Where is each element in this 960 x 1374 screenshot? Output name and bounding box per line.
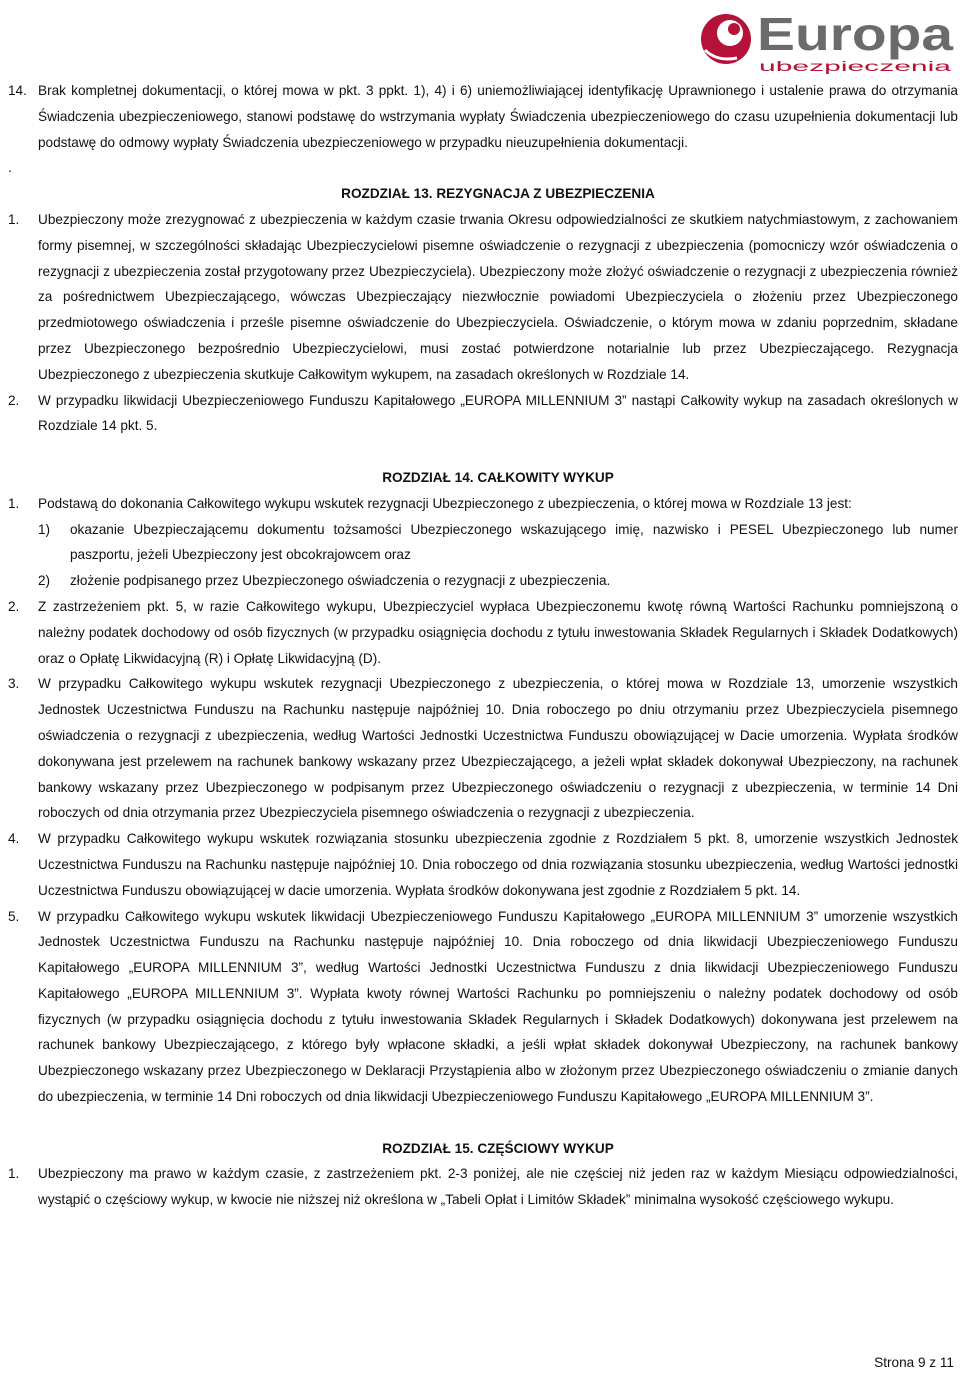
logo-wordmark: Europa	[757, 8, 954, 60]
item-number: 14.	[8, 83, 27, 98]
sub-item-text: okazanie Ubezpieczającemu dokumentu tożsamości Ubezpieczonego wskazującego imię, nazwisko i PESEL Ubezpieczonego lub numer paszportu, jeżeli Ubezpieczony jest obcokrajowcem oraz	[70, 521, 958, 563]
logo-tagline: ubezpieczenia	[759, 58, 952, 74]
item-number: 1.	[8, 211, 20, 227]
sub-item-number: 2)	[38, 573, 51, 589]
section-heading: ROZDZIAŁ 14. CAŁKOWITY WYKUP	[382, 469, 614, 485]
list-item	[8, 491, 958, 517]
logo-mark-icon	[701, 14, 751, 64]
list-item	[8, 904, 958, 1110]
sub-list-item	[8, 517, 958, 569]
sub-item-number: 1)	[38, 521, 51, 537]
item-text: Ubezpieczony ma prawo w każdym czasie, z zastrzeżeniem pkt. 2-3 poniżej, ale nie częściej niż jeden raz w każdym Miesiącu odpowiedzialności, wystąpić o częściowy wykup, w kwocie nie niższej niż określona w „Tabeli Opłat i Limitów Składek” minimalna wysokość częściowego wykupu.	[38, 1166, 958, 1208]
list-item	[8, 594, 958, 671]
item-text: W przypadku Całkowitego wykupu wskutek rezygnacji Ubezpieczonego z ubezpieczenia, o której mowa w Rozdziale 13, umorzenie wszystkich Jednostek Uczestnictwa Funduszu na Rachunku następuje najpóźniej 10. Dnia roboczego po dniu otrzymaniu przez Ubezpieczyciela pisemnego oświadczenia o rezygnacji z ubezpieczenia, według Wartości Jednostki Uczestnictwa Funduszu obowiązującej w Dacie umorzenia. Wypłata środków dokonywana jest przelewem na rachunek bankowy wskazany przez Ubezpieczającego, a jeżeli wpłat składek dokonywał Ubezpieczony, na rachunek bankowy wskazany przez Ubezpieczonego w podpisanym przez Ubezpieczonego oświadczeniu o rezygnacji z ubezpieczenia, w terminie 14 Dni roboczych od dnia otrzymania przez Ubezpieczyciela pisemnego oświadczenia o rezygnacji z ubezpieczenia.	[38, 676, 958, 821]
list-item	[8, 826, 958, 903]
item-number: 4.	[8, 831, 20, 847]
item-number: 5.	[8, 908, 20, 924]
item-text: W przypadku Całkowitego wykupu wskutek likwidacji Ubezpieczeniowego Funduszu Kapitałowego „EUROPA MILLENNIUM 3” umorzenie wszystkich Jednostek Uczestnictwa Funduszu na Rachunku następuje najpóźniej 10. Dnia roboczego od dnia likwidacji Ubezpieczeniowego Funduszu Kapitałowego „EUROPA MILLENNIUM 3”, według Wartości Jednostki Uczestnictwa Funduszu z dnia likwidacji Ubezpieczeniowego Funduszu Kapitałowego „EUROPA MILLENNIUM 3”. Wypłata kwoty równej Wartości Rachunku po pomniejszeniu o należny podatek dochodowy od osób fizycznych (w przypadku osiągnięcia dochodu z tytułu inwestowania Składek Regularnych i Składek Dodatkowych) dokonywana jest przelewem na rachunek bankowy Ubezpieczającego, z którego były wpłacone składki, a jeśli wpłat składek dokonywał Ubezpieczony, na rachunek bankowy Ubezpieczonego wskazany przez Ubezpieczonego w Deklaracji Przystąpienia albo w złożonym przez Ubezpieczonego oświadczeniu o zmianie danych do ubezpieczenia, w terminie 14 Dni roboczych od dnia likwidacji Ubezpieczeniowego Funduszu Kapitałowego „EUROPA MILLENNIUM 3”.	[38, 908, 958, 1105]
item-text: W przypadku likwidacji Ubezpieczeniowego Funduszu Kapitałowego „EUROPA MILLENNIUM 3” nastąpi Całkowity wykup na zasadach określonych w Rozdziale 14 pkt. 5.	[38, 392, 958, 434]
page-number: Strona 9 z 11	[874, 1355, 954, 1370]
item-number: 2.	[8, 392, 20, 408]
list-item	[8, 207, 958, 388]
item-text: W przypadku Całkowitego wykupu wskutek rozwiązania stosunku ubezpieczenia zgodnie z Rozdziałem 5 pkt. 8, umorzenie wszystkich Jednostek Uczestnictwa Funduszu na Rachunku następuje najpóźniej 10. Dnia roboczego od dnia rozwiązania stosunku ubezpieczenia, według Wartości jednostki Uczestnictwa Funduszu obowiązującej w dacie umorzenia. Wypłata środków dokonywana jest zgodnie z Rozdziałem 5 pkt. 14.	[38, 831, 958, 898]
item-number: 2.	[8, 598, 20, 614]
sub-item-text: złożenie podpisanego przez Ubezpieczonego oświadczenia o rezygnacji z ubezpieczenia.	[70, 573, 611, 589]
section-heading: ROZDZIAŁ 15. CZĘŚCIOWY WYKUP	[382, 1140, 614, 1156]
item-text: Ubezpieczony może zrezygnować z ubezpieczenia w każdym czasie trwania Okresu odpowiedzialności ze skutkiem natychmiastowym, z zachowaniem formy pisemnej, w szczególności składając Ubezpieczycielowi pisemne oświadczenie o rezygnacji z ubezpieczenia (pomocniczy wzór oświadczenia o rezygnacji z ubezpieczenia został przygotowany przez Ubezpieczyciela). Ubezpieczony może złożyć oświadczenie o rezygnacji z ubezpieczenia również za pośrednictwem Ubezpieczającego, wówczas Ubezpieczający niezwłocznie powiadomi Ubezpieczyciela o złożeniu przez Ubezpieczonego przedmiotowego oświadczenia i prześle pisemne oświadczenie do Ubezpieczyciela. Oświadczenie, o którym mowa w zdaniu poprzednim, składane przez Ubezpieczonego bezpośrednio Ubezpieczycielowi, musi zostać potwierdzone notarialnie lub przez Ubezpieczającego. Rezygnacja Ubezpieczonego z ubezpieczenia skutkuje Całkowitym wykupem, na zasadach określonych w Rozdziale 14.	[38, 211, 958, 382]
list-item	[8, 1161, 958, 1213]
section-heading: ROZDZIAŁ 13. REZYGNACJA Z UBEZPIECZENIA	[341, 186, 655, 202]
list-item	[8, 671, 958, 826]
item-text: Podstawą do dokonania Całkowitego wykupu wskutek rezygnacji Ubezpieczonego z ubezpieczenia, o której mowa w Rozdziale 13 jest:	[38, 495, 852, 511]
stray-dot: .	[8, 160, 12, 176]
item-number: 1.	[8, 1166, 20, 1182]
company-logo	[697, 6, 959, 76]
item-number: 3.	[8, 676, 20, 692]
document-body	[8, 78, 958, 1213]
intro-paragraph	[8, 78, 958, 155]
item-number: 1.	[8, 495, 20, 511]
item-text: Z zastrzeżeniem pkt. 5, w razie Całkowitego wykupu, Ubezpieczyciel wypłaca Ubezpieczonemu kwotę równą Wartości Rachunku pomniejszoną o należny podatek dochodowy od osób fizycznych (w przypadku osiągnięcia dochodu z tytułu inwestowania Składek Regularnych i Składek Dodatkowych) oraz o Opłatę Likwidacyjną (R) i Opłatę Likwidacyjną (D).	[38, 598, 958, 666]
list-item	[8, 388, 958, 440]
item-text: Brak kompletnej dokumentacji, o której mowa w pkt. 3 ppkt. 1), 4) i 6) uniemożliwiającej identyfikację Uprawnionego i ustalenie prawa do otrzymania Świadczenia ubezpieczeniowego, stanowi podstawę do wstrzymania wypłaty Świadczenia ubezpieczeniowego do czasu uzupełnienia dokumentacji lub podstawę do odmowy wypłaty Świadczenia ubezpieczeniowego w przypadku nieuzupełnienia dokumentacji.	[38, 83, 958, 150]
sub-list-item	[8, 568, 958, 594]
